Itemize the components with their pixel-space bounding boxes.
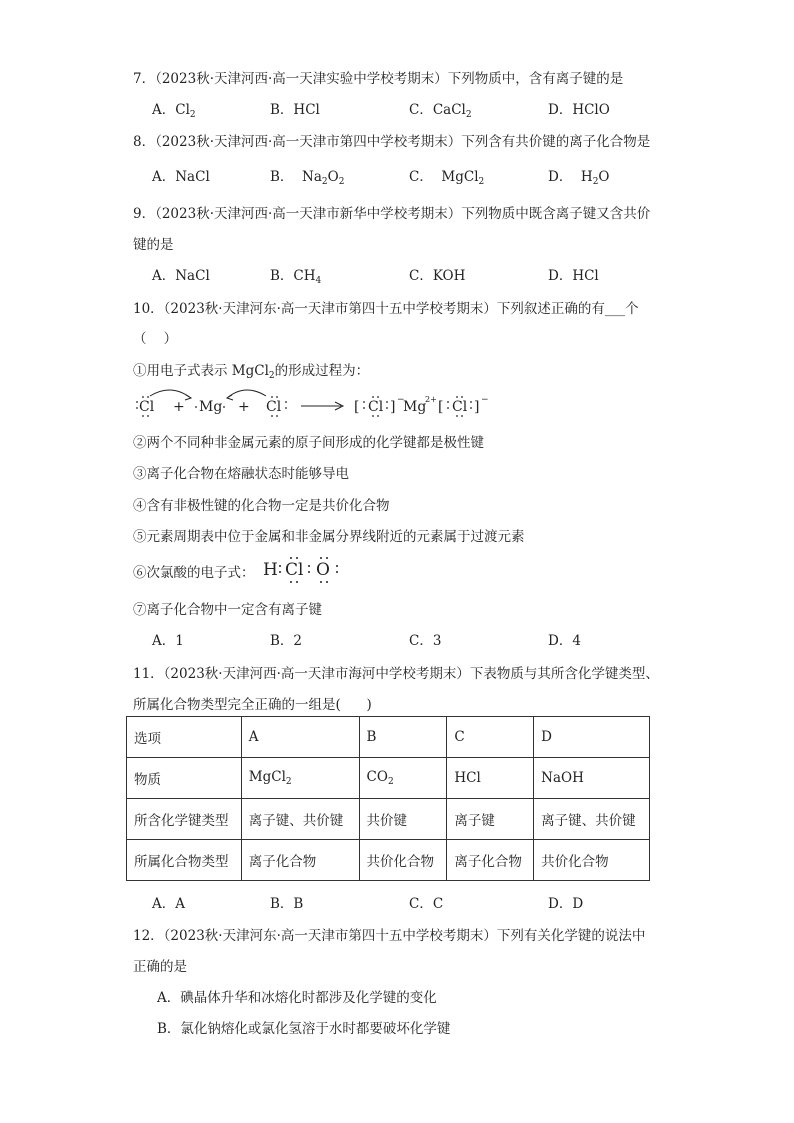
- svg-text:Cl: Cl: [368, 399, 384, 415]
- table-cell: C: [447, 717, 534, 758]
- q10-statement-4: ④含有非极性键的化合物一定是共价化合物: [133, 498, 390, 514]
- q11-stem-line1: 11．（2023秋·天津河西·高一天津市海河中学校考期末）下表物质与其所含化学键类型、: [133, 666, 659, 682]
- q9-option-b[interactable]: B．$CH_4$: [270, 268, 322, 286]
- q10-statement-3: ③离子化合物在熔融状态时能够导电: [133, 466, 349, 482]
- table-row: [127, 840, 650, 881]
- product-chloride-ion-right: [438, 395, 489, 417]
- svg-text:Mg: Mg: [403, 399, 427, 415]
- q8-stem: 8．（2023秋·天津河西·高一天津市第四中学校考期末）下列含有共价键的离子化合物是: [133, 134, 651, 150]
- q8-option-c[interactable]: C． MgCl$_2$: [409, 169, 485, 187]
- table-row: [127, 758, 650, 799]
- svg-text:[: [: [438, 399, 444, 415]
- q12-stem-line1: 12．（2023秋·天津河东·高一天津市第四十五中学校考期末）下列有关化学键的说法中: [133, 928, 646, 944]
- product-chloride-ion-left: [354, 395, 405, 417]
- q11-option-c[interactable]: C．C: [409, 896, 444, 912]
- reaction-arrow: [301, 402, 343, 410]
- table-cell: B: [359, 717, 447, 758]
- q10-option-a[interactable]: A．1: [152, 633, 184, 649]
- q9-stem-line1: 9．（2023秋·天津河西·高一天津市新华中学校考期末）下列物质中既含离子键又含共价: [133, 206, 651, 222]
- q10-statement-1: ①用电子式表示 MgCl$_2$的形成过程为：: [133, 363, 370, 381]
- q10-stem-line1: 10．（2023秋·天津河东·高一天津市第四十五中学校考期末）下列叙述正确的有___个: [133, 301, 639, 317]
- table-cell: NaOH: [534, 758, 650, 799]
- svg-text:Mg: Mg: [199, 399, 223, 415]
- table-cell: 共价键: [359, 799, 447, 840]
- q7-option-c[interactable]: C．CaCl$_2$: [409, 102, 472, 120]
- q11-option-d[interactable]: D．D: [548, 896, 584, 912]
- q10-options: [152, 629, 632, 649]
- q11-option-a[interactable]: A．A: [152, 896, 185, 912]
- q8-option-a[interactable]: A．NaCl: [152, 169, 210, 185]
- q10-option-d[interactable]: D．4: [548, 633, 581, 649]
- q9-option-a[interactable]: A．NaCl: [152, 268, 210, 284]
- q10-statement-2: ②两个不同种非金属元素的原子间形成的化学键都是极性键: [133, 435, 484, 451]
- table-cell: 物质: [127, 758, 242, 799]
- svg-text:O: O: [316, 560, 330, 580]
- q10-stem-line2: （ ）: [133, 331, 178, 347]
- table-cell: 离子化合物: [241, 840, 359, 881]
- table-cell: 离子化合物: [447, 840, 534, 881]
- product-magnesium-ion: [403, 395, 437, 415]
- table-cell: 所含化学键类型: [127, 799, 242, 840]
- table-row: [127, 799, 650, 840]
- q12-option-b[interactable]: B．氯化钠熔化或氯化氢溶于水时都要破坏化学键: [157, 1021, 451, 1037]
- table-cell: 离子键: [447, 799, 534, 840]
- q8-options: [152, 165, 632, 185]
- q7-option-b[interactable]: B．HCl: [270, 102, 320, 118]
- q11-option-b[interactable]: B．B: [270, 896, 304, 912]
- svg-text:Cl: Cl: [139, 399, 155, 415]
- q9-stem-line2: 键的是: [133, 237, 174, 253]
- q7-stem: 7．（2023秋·天津河西·高一天津实验中学校考期末）下列物质中，含有离子键的是: [133, 71, 624, 87]
- svg-text:]: ]: [390, 399, 396, 415]
- table-cell: 所属化合物类型: [127, 840, 242, 881]
- plus-sign-1: +: [173, 399, 185, 415]
- q7-options: [152, 98, 632, 118]
- q8-option-d[interactable]: D． $H_2O$: [548, 169, 610, 187]
- svg-text:−: −: [481, 395, 489, 405]
- q11-options: [152, 892, 632, 912]
- q12-stem-line2: 正确的是: [133, 959, 187, 975]
- mgcl2-formation-equation: [133, 385, 633, 427]
- q10-option-c[interactable]: C．3: [409, 633, 442, 649]
- table-cell: D: [534, 717, 650, 758]
- svg-text:[: [: [354, 399, 360, 415]
- table-cell: 共价化合物: [534, 840, 650, 881]
- reactant-cl-right: [266, 396, 287, 417]
- electron-transfer-arrow-left: [150, 390, 191, 398]
- q10-option-b[interactable]: B．2: [270, 633, 303, 649]
- svg-text:−: −: [397, 395, 405, 405]
- q8-option-b[interactable]: B． $Na_2O_2$: [270, 169, 345, 187]
- table-cell: 离子键、共价键: [241, 799, 359, 840]
- table-cell: A: [241, 717, 359, 758]
- svg-text:2+: 2+: [425, 395, 437, 404]
- q12-option-a[interactable]: A．碘晶体升华和冰熔化时都涉及化学键的变化: [157, 990, 437, 1006]
- q9-option-d[interactable]: D．HCl: [548, 268, 599, 284]
- reactant-cl-left: [136, 396, 155, 417]
- q11-table: [126, 716, 650, 881]
- hypochlorous-acid-electron-formula: [263, 555, 493, 585]
- table-cell: 离子键、共价键: [534, 799, 650, 840]
- reactant-mg: [195, 399, 225, 415]
- q7-option-a[interactable]: A．$Cl_2$: [152, 102, 196, 120]
- q10-statement-5: ⑤元素周期表中位于金属和非金属分界线附近的元素属于过渡元素: [133, 529, 525, 545]
- svg-text:Cl: Cl: [285, 560, 304, 580]
- q10-statement-6: ⑥次氯酸的电子式：: [133, 565, 255, 581]
- svg-text:]: ]: [474, 399, 480, 415]
- q7-option-d[interactable]: D．HClO: [548, 102, 610, 118]
- q11-stem-line2: 所属化合物类型完全正确的一组是( ): [133, 697, 372, 713]
- plus-sign-2: +: [238, 399, 250, 415]
- table-cell: MgCl$_2$: [241, 758, 359, 799]
- q9-option-c[interactable]: C．KOH: [409, 268, 466, 284]
- q9-options: [152, 264, 632, 284]
- table-cell: $CO_2$: [359, 758, 447, 799]
- table-cell: 共价化合物: [359, 840, 447, 881]
- electron-transfer-arrow-right: [227, 390, 266, 398]
- table-cell: 选项: [127, 717, 242, 758]
- svg-text:Cl: Cl: [452, 399, 468, 415]
- table-row: [127, 717, 650, 758]
- table-cell: HCl: [447, 758, 534, 799]
- svg-text:Cl: Cl: [266, 399, 282, 415]
- q10-statement-7: ⑦离子化合物中一定含有离子键: [133, 602, 322, 618]
- svg-text:H: H: [263, 560, 278, 580]
